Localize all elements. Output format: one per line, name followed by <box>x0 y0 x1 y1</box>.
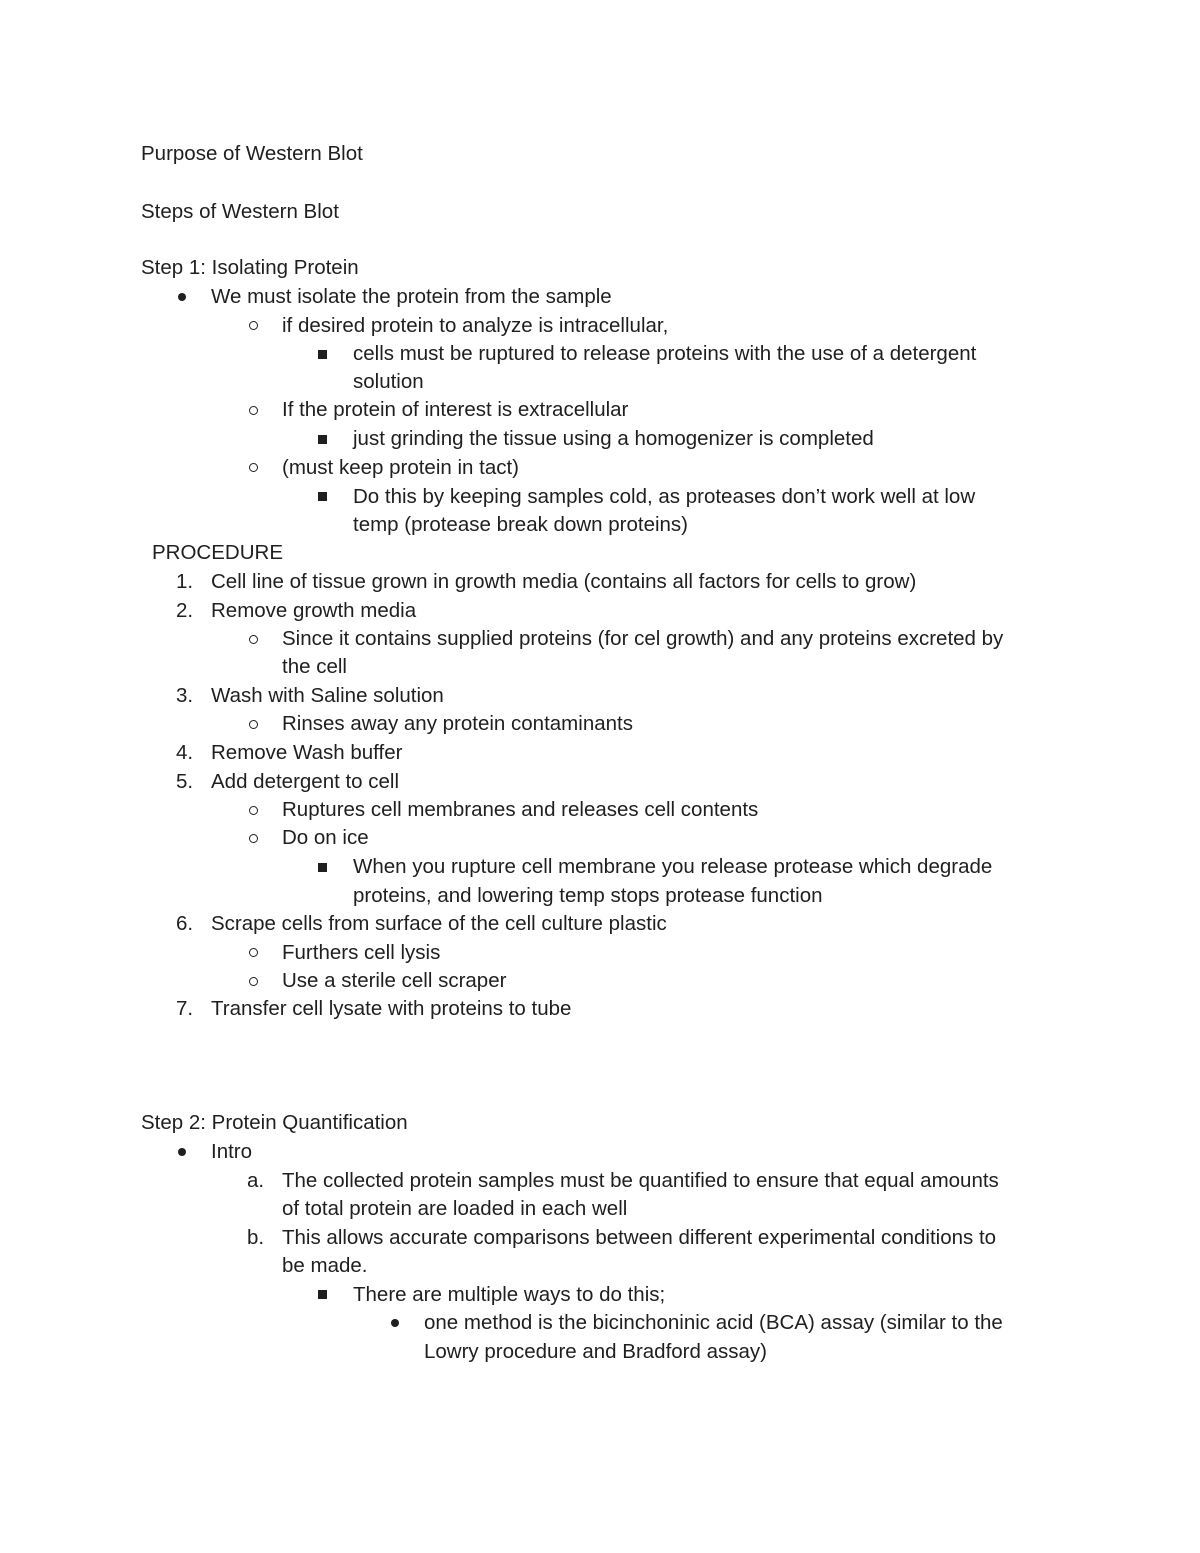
list-number: 5. <box>176 770 194 793</box>
procedure-item-6: Scrape cells from surface of the cell culture plastic <box>211 912 667 935</box>
bullet-square-icon <box>318 435 327 444</box>
procedure-item-2: Remove growth media <box>211 599 417 622</box>
step1-sub-intact: (must keep protein in tact) <box>282 456 519 479</box>
list-letter: b. <box>247 1226 265 1249</box>
procedure-item-7: Transfer cell lysate with proteins to tube <box>211 997 572 1020</box>
procedure-item-2-sub: Since it contains supplied proteins (for cel growth) and any proteins excreted by <box>282 627 1004 650</box>
bullet-circle-icon <box>249 977 258 986</box>
step2-sub-ways: There are multiple ways to do this; <box>353 1283 666 1306</box>
procedure-heading: PROCEDURE <box>152 541 283 564</box>
bullet-circle-icon <box>249 806 258 815</box>
step1-sub-extracellular: If the protein of interest is extracellular <box>282 398 629 421</box>
list-number: 7. <box>176 997 194 1020</box>
step2-item-a: The collected protein samples must be quantified to ensure that equal amounts <box>282 1169 999 1192</box>
procedure-item-2-sub-cont: the cell <box>282 655 347 678</box>
procedure-item-6-sub-1: Furthers cell lysis <box>282 941 441 964</box>
step2-item-a-cont: of total protein are loaded in each well <box>282 1197 628 1220</box>
bullet-disc-icon <box>391 1319 399 1327</box>
list-number: 4. <box>176 741 194 764</box>
procedure-item-1: Cell line of tissue grown in growth media (contains all factors for cells to grow) <box>211 570 917 593</box>
list-letter: a. <box>247 1169 265 1192</box>
step1-sub-sub-grinding: just grinding the tissue using a homogenizer is completed <box>353 427 874 450</box>
bullet-square-icon <box>318 492 327 501</box>
step1-bullet: We must isolate the protein from the sample <box>211 285 612 308</box>
step2-item-b: This allows accurate comparisons between different experimental conditions to <box>282 1226 997 1249</box>
procedure-item-5-sub-2: Do on ice <box>282 826 369 849</box>
step1-heading: Step 1: Isolating Protein <box>141 256 359 279</box>
step1-sub-intracellular: if desired protein to analyze is intracellular, <box>282 314 669 337</box>
bullet-circle-icon <box>249 406 258 415</box>
list-number: 6. <box>176 912 194 935</box>
procedure-item-6-sub-2: Use a sterile cell scraper <box>282 969 507 992</box>
procedure-item-5-sub-1: Ruptures cell membranes and releases cell contents <box>282 798 759 821</box>
list-number: 3. <box>176 684 194 707</box>
procedure-item-3-sub: Rinses away any protein contaminants <box>282 712 633 735</box>
bullet-circle-icon <box>249 834 258 843</box>
list-number: 1. <box>176 570 194 593</box>
list-number: 2. <box>176 599 194 622</box>
bullet-square-icon <box>318 1290 327 1299</box>
procedure-item-5-sub-sub: When you rupture cell membrane you release protease which degrade <box>353 855 993 878</box>
step2-item-b-cont: be made. <box>282 1254 368 1277</box>
bullet-circle-icon <box>249 720 258 729</box>
step1-sub-sub-rupture: cells must be ruptured to release proteins with the use of a detergent <box>353 342 977 365</box>
step1-sub-sub-rupture-cont: solution <box>353 370 424 393</box>
step2-bullet-intro: Intro <box>211 1140 253 1163</box>
doc-title: Purpose of Western Blot <box>141 142 363 165</box>
bullet-disc-icon <box>178 293 186 301</box>
step1-sub-sub-cold-cont: temp (protease break down proteins) <box>353 513 689 536</box>
procedure-item-5-sub-sub-cont: proteins, and lowering temp stops protease function <box>353 884 823 907</box>
bullet-circle-icon <box>249 948 258 957</box>
step1-sub-sub-cold: Do this by keeping samples cold, as proteases don’t work well at low <box>353 485 976 508</box>
procedure-item-4: Remove Wash buffer <box>211 741 403 764</box>
steps-heading: Steps of Western Blot <box>141 200 339 223</box>
procedure-item-3: Wash with Saline solution <box>211 684 444 707</box>
bullet-square-icon <box>318 863 327 872</box>
bullet-circle-icon <box>249 635 258 644</box>
step2-heading: Step 2: Protein Quantification <box>141 1111 408 1134</box>
step2-sub-sub-bca: one method is the bicinchoninic acid (BCA) assay (similar to the <box>424 1311 1003 1334</box>
bullet-circle-icon <box>249 463 258 472</box>
bullet-circle-icon <box>249 321 258 330</box>
bullet-square-icon <box>318 350 327 359</box>
procedure-item-5: Add detergent to cell <box>211 770 400 793</box>
step2-sub-sub-bca-cont: Lowry procedure and Bradford assay) <box>424 1340 767 1363</box>
bullet-disc-icon <box>178 1148 186 1156</box>
